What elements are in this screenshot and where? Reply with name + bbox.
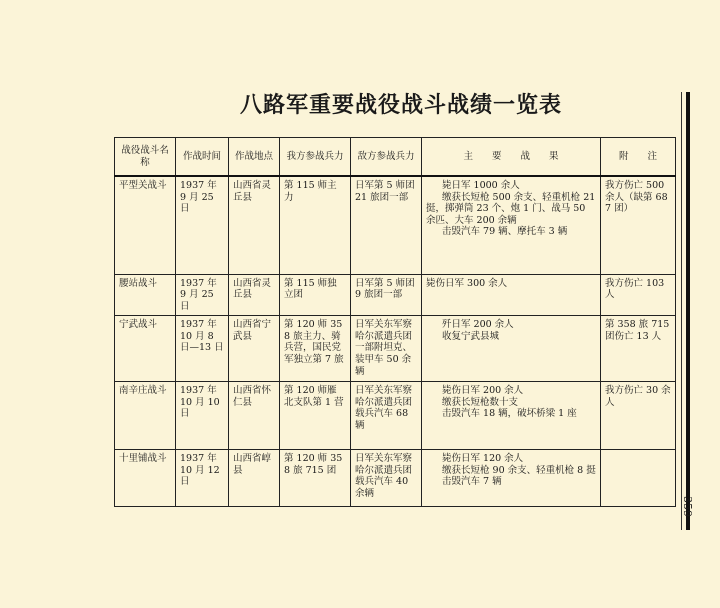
header-notes: 附 注 — [601, 138, 676, 177]
cell-place: 山西省崞县 — [229, 450, 280, 507]
cell-place: 山西省宁武县 — [229, 316, 280, 382]
cell-our-forces: 第 120 师 358 旅 715 团 — [280, 450, 351, 507]
header-time: 作战时间 — [176, 138, 229, 177]
cell-name: 宁武战斗 — [115, 316, 176, 382]
table-row — [115, 274, 676, 316]
cell-name: 腰站战斗 — [115, 274, 176, 316]
result-line: 毙日军 1000 余人 — [442, 180, 520, 191]
cell-time: 1937 年 10 月 10 日 — [176, 382, 229, 450]
cell-name: 十里铺战斗 — [115, 450, 176, 507]
cell-name: 平型关战斗 — [115, 176, 176, 274]
result-line: 毙伤日军 120 余人 — [442, 453, 524, 465]
header-place: 作战地点 — [229, 138, 280, 177]
cell-note: 我方伤亡 30 余人 — [601, 382, 676, 450]
cell-note — [601, 450, 676, 507]
cell-place: 山西省灵丘县 — [229, 274, 280, 316]
header-name: 战役战斗名 称 — [115, 138, 176, 177]
table-header-row — [115, 138, 676, 177]
cell-place: 山西省怀仁县 — [229, 382, 280, 450]
result-line: 毙伤日军 200 余人 — [442, 385, 524, 397]
header-enemy-forces: 敌方参战兵力 — [351, 138, 422, 177]
table-row — [115, 382, 676, 450]
cell-time: 1937 年 10 月 8 日—13 日 — [176, 316, 229, 382]
cell-enemy-forces: 日军关东军察哈尔派遣兵团载兵汽车 68 辆 — [351, 382, 422, 450]
battle-results-table — [114, 137, 676, 507]
cell-results — [422, 274, 601, 316]
page-title: 八路军重要战役战斗战绩一览表 — [240, 93, 563, 118]
result-line: 击毁汽车 79 辆、摩托车 3 辆 — [442, 226, 568, 238]
result-line: 击毁汽车 7 辆 — [442, 476, 502, 488]
cell-note: 我方伤亡 500 余人（缺第 687 团） — [601, 176, 676, 274]
cell-name: 南辛庄战斗 — [115, 382, 176, 450]
table-row — [115, 176, 676, 274]
margin-rule-thin — [681, 92, 682, 530]
cell-time: 1937 年 9 月 25 日 — [176, 274, 229, 316]
page-number: 359 — [681, 496, 694, 517]
result-line: 击毁汽车 18 辆，破坏桥梁 1 座 — [442, 408, 577, 420]
cell-note: 我方伤亡 103 人 — [601, 274, 676, 316]
result-line: 缴获长短枪数十支 — [442, 396, 519, 408]
cell-results — [422, 176, 601, 274]
cell-enemy-forces: 日军关东军察哈尔派遣兵团一部附坦克、装甲车 50 余辆 — [351, 316, 422, 382]
cell-enemy-forces: 日军第 5 师团 9 旅团一部 — [351, 274, 422, 316]
table-row — [115, 450, 676, 507]
result-line: 毙伤日军 300 余人 — [426, 277, 508, 289]
result-line: 收复宁武县城 — [442, 330, 500, 342]
header-results: 主 要 战 果 — [422, 138, 601, 177]
header-our-forces: 我方参战兵力 — [280, 138, 351, 177]
cell-time: 1937 年 10 月 12 日 — [176, 450, 229, 507]
cell-results — [422, 382, 601, 450]
margin-rule-bold — [686, 92, 690, 530]
result-line: 缴获长短枪 500 余支、轻重机枪 21 挺，掷弹筒 23 个、炮 1 门、战马 50 余匹、大车 200 余辆 — [426, 191, 596, 226]
cell-place: 山西省灵丘县 — [229, 176, 280, 274]
cell-enemy-forces: 日军关东军察哈尔派遣兵团载兵汽车 40 余辆 — [351, 450, 422, 507]
cell-our-forces: 第 115 师主力 — [280, 176, 351, 274]
cell-enemy-forces: 日军第 5 师团 21 旅团一部 — [351, 176, 422, 274]
cell-results — [422, 316, 601, 382]
cell-time: 1937 年 9 月 25 日 — [176, 176, 229, 274]
result-line: 歼日军 200 余人 — [442, 319, 514, 331]
cell-our-forces: 第 120 师雁北支队第 1 营 — [280, 382, 351, 450]
cell-our-forces: 第 120 师 358 旅主力、骑兵营，国民党军独立第 7 旅 — [280, 316, 351, 382]
table-row — [115, 316, 676, 382]
result-line: 缴获长短枪 90 余支、轻重机枪 8 挺 — [442, 464, 596, 476]
cell-results — [422, 450, 601, 507]
cell-note: 第 358 旅 715 团伤亡 13 人 — [601, 316, 676, 382]
cell-our-forces: 第 115 师独立团 — [280, 274, 351, 316]
